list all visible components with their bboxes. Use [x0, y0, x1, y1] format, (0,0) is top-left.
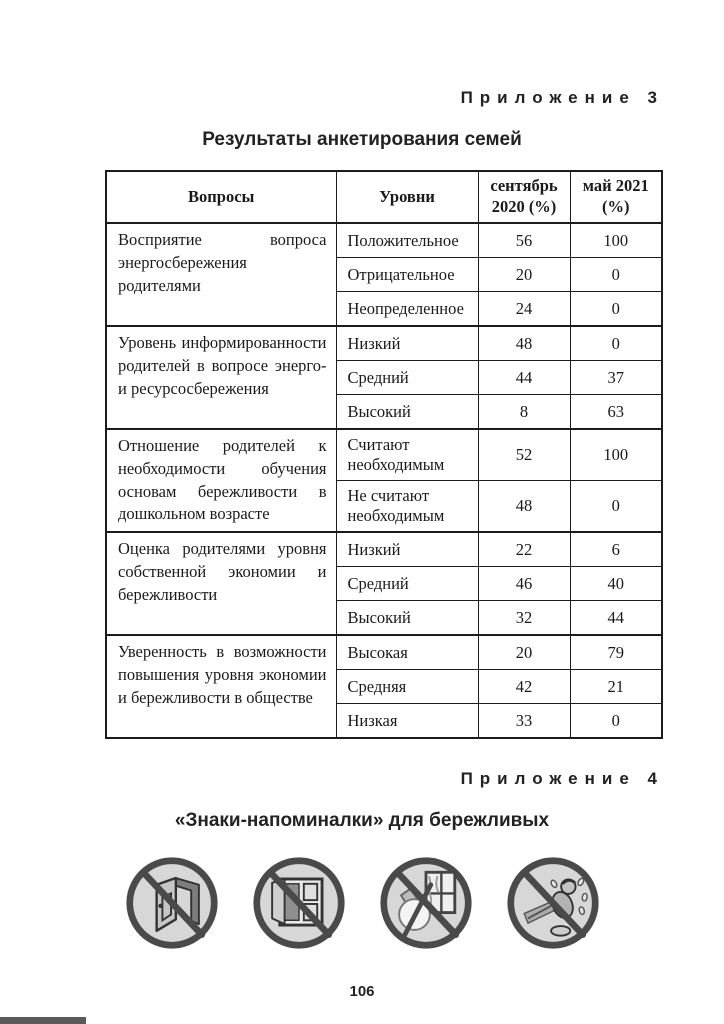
- value-cell: 0: [570, 704, 662, 739]
- value-cell: 0: [570, 292, 662, 327]
- value-cell: 40: [570, 567, 662, 601]
- reminder-signs-row: [0, 855, 724, 951]
- value-cell: 37: [570, 361, 662, 395]
- level-cell: Низкая: [336, 704, 478, 739]
- value-cell: 20: [478, 635, 570, 670]
- value-cell: 48: [478, 481, 570, 533]
- table-row: [106, 635, 662, 670]
- scan-artifact-bar: [0, 1017, 86, 1024]
- level-cell: Не считают необходимым: [336, 481, 478, 533]
- value-cell: 33: [478, 704, 570, 739]
- value-cell: 21: [570, 670, 662, 704]
- no-wasting-water-icon: [505, 855, 601, 951]
- value-cell: 20: [478, 258, 570, 292]
- table-header-row: [106, 171, 662, 223]
- page-number: 106: [349, 983, 375, 1000]
- reminder-signs-title: «Знаки-напоминалки» для бережливых: [174, 810, 550, 831]
- level-cell: Низкий: [336, 532, 478, 567]
- level-cell: Неопределенное: [336, 292, 478, 327]
- table-row: [106, 223, 662, 258]
- value-cell: 0: [570, 258, 662, 292]
- question-cell: Уверенность в возможности повышения уровня экономии и бережливости в обществе: [106, 635, 336, 738]
- header-levels: Уровни: [336, 171, 478, 223]
- table-row: [106, 429, 662, 481]
- no-open-door-icon: [124, 855, 220, 951]
- question-cell: Восприятие вопроса энергосбережения родителями: [106, 223, 336, 326]
- level-cell: Средний: [336, 361, 478, 395]
- level-cell: Низкий: [336, 326, 478, 361]
- value-cell: 44: [570, 601, 662, 636]
- header-sep-2020: сентябрь 2020 (%): [478, 171, 570, 223]
- table-row: [106, 532, 662, 567]
- level-cell: Отрицательное: [336, 258, 478, 292]
- value-cell: 79: [570, 635, 662, 670]
- table-row: [106, 326, 662, 361]
- value-cell: 42: [478, 670, 570, 704]
- no-electric-light-in-daylight-icon: [378, 855, 474, 951]
- level-cell: Высокий: [336, 395, 478, 430]
- value-cell: 100: [570, 223, 662, 258]
- value-cell: 56: [478, 223, 570, 258]
- question-cell: Оценка родителями уровня собственной экономии и бережливости: [106, 532, 336, 635]
- value-cell: 8: [478, 395, 570, 430]
- level-cell: Средняя: [336, 670, 478, 704]
- no-open-window-icon: [251, 855, 347, 951]
- value-cell: 63: [570, 395, 662, 430]
- value-cell: 0: [570, 481, 662, 533]
- appendix-3-heading: Приложение 3: [460, 88, 664, 107]
- question-cell: Уровень информированности родителей в вопросе энерго- и ресурсосбережения: [106, 326, 336, 429]
- level-cell: Высокая: [336, 635, 478, 670]
- level-cell: Средний: [336, 567, 478, 601]
- level-cell: Положительное: [336, 223, 478, 258]
- value-cell: 46: [478, 567, 570, 601]
- survey-results-title: Результаты анкетирования семей: [202, 129, 522, 150]
- value-cell: 48: [478, 326, 570, 361]
- header-may-2021: май 2021 (%): [570, 171, 662, 223]
- header-questions: Вопросы: [106, 171, 336, 223]
- appendix-4-heading: Приложение 4: [460, 769, 664, 788]
- level-cell: Считают необходимым: [336, 429, 478, 481]
- level-cell: Высокий: [336, 601, 478, 636]
- value-cell: 6: [570, 532, 662, 567]
- value-cell: 24: [478, 292, 570, 327]
- value-cell: 44: [478, 361, 570, 395]
- value-cell: 22: [478, 532, 570, 567]
- question-cell: Отношение родителей к необходимости обучения основам бережливости в дошкольном возрасте: [106, 429, 336, 532]
- value-cell: 0: [570, 326, 662, 361]
- survey-results-table: [105, 170, 663, 739]
- value-cell: 52: [478, 429, 570, 481]
- value-cell: 100: [570, 429, 662, 481]
- value-cell: 32: [478, 601, 570, 636]
